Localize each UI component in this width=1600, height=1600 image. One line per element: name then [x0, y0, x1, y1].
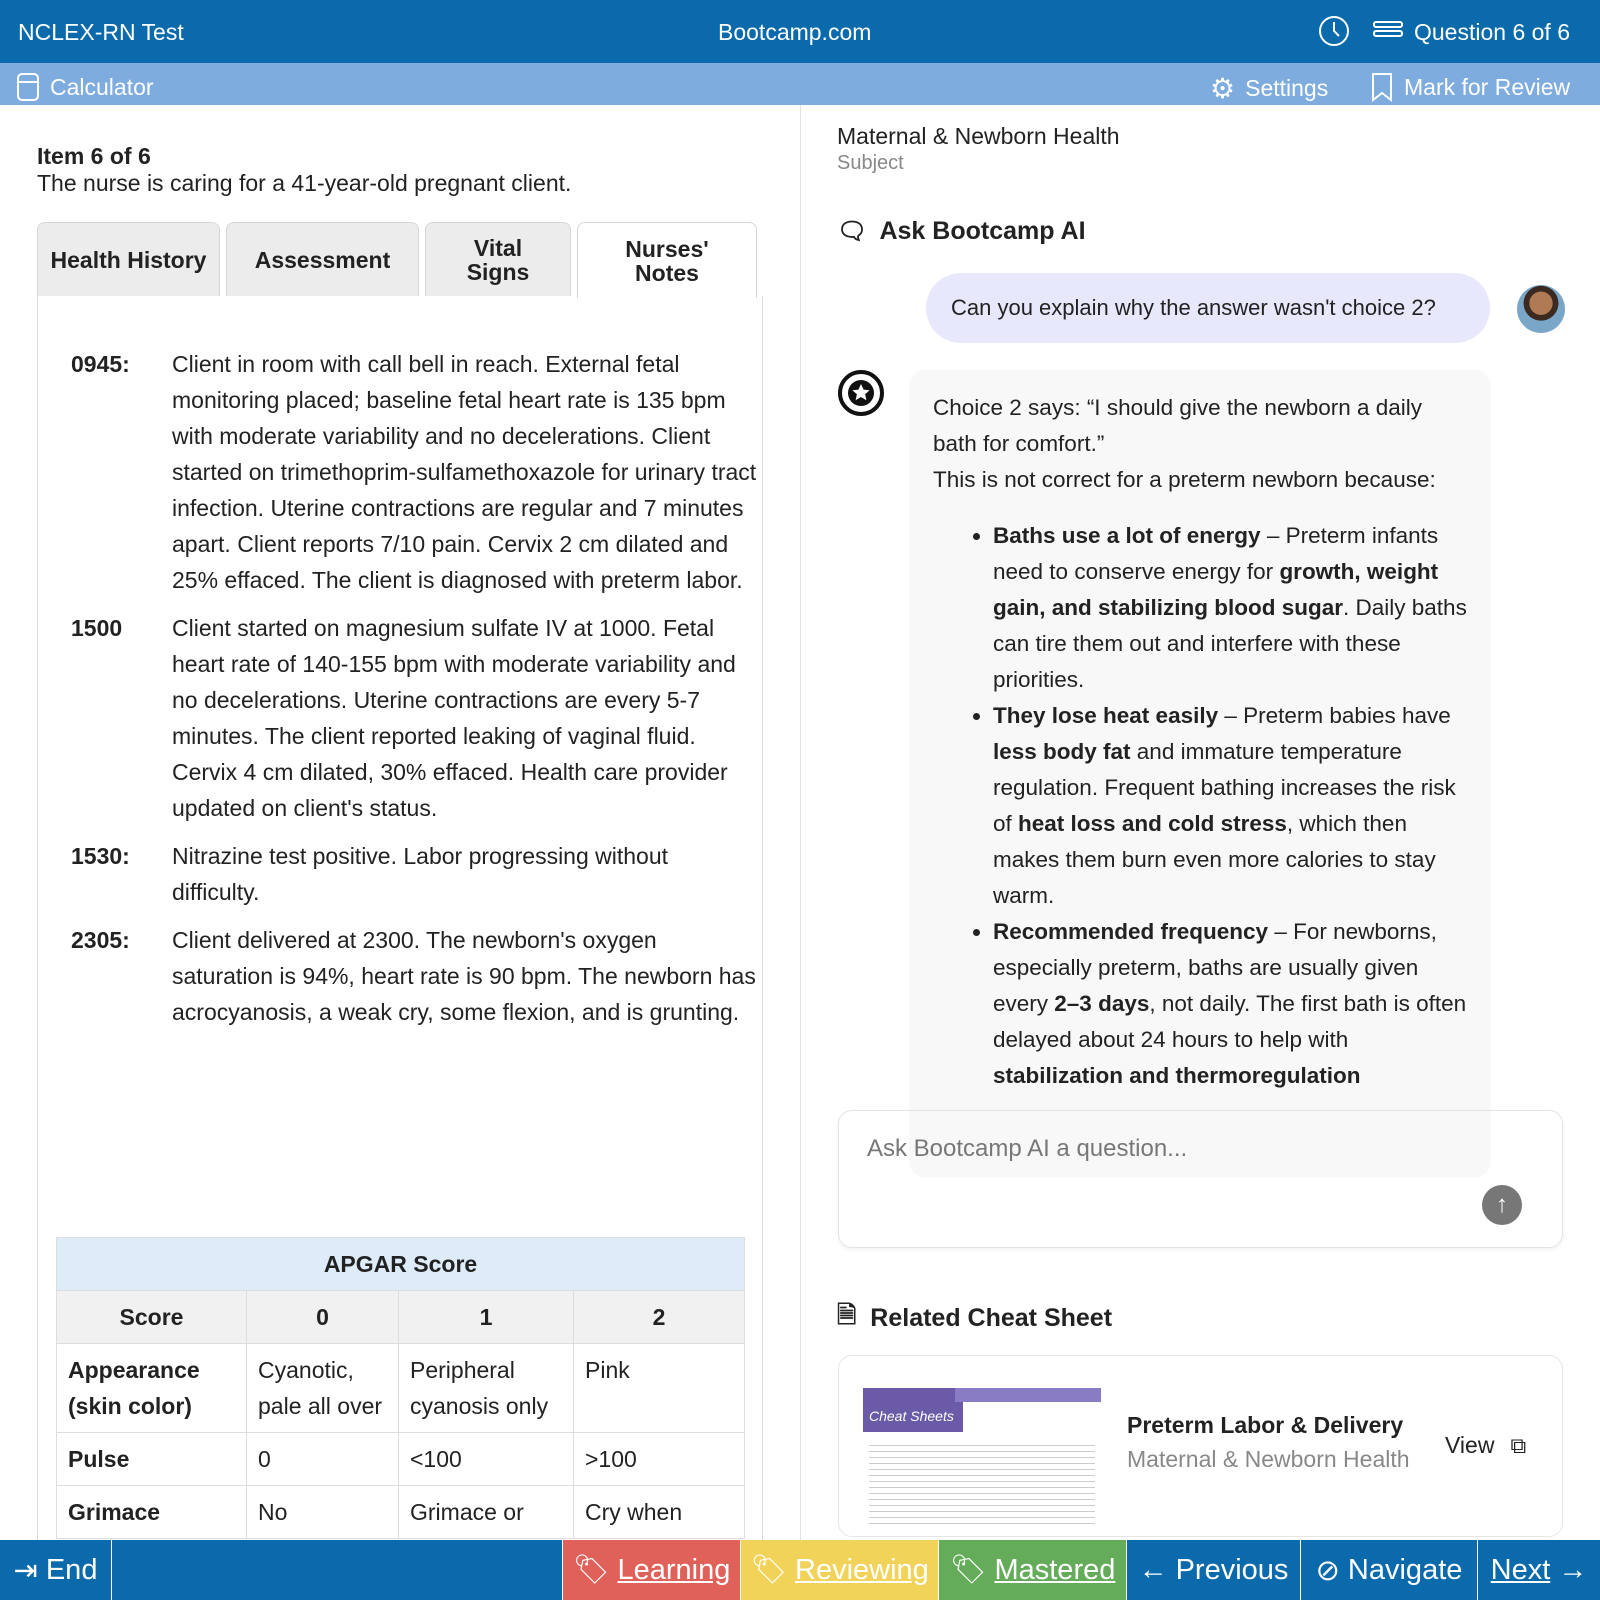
cell: No	[247, 1486, 399, 1539]
mark-for-review-button[interactable]	[1370, 72, 1570, 102]
tag-icon: 🏷	[949, 1554, 987, 1586]
document-icon: 🗎	[837, 1302, 857, 1329]
ai-bullet: • Baths use a lot of energy – Preterm infants need to conserve energy for growth, weight gain, and stabilizing blood sugar. Daily baths can tire them out and interfere with these priorities.	[993, 518, 1467, 698]
end-button[interactable]: ⇥ End	[0, 1540, 112, 1600]
question-list-icon[interactable]	[1372, 18, 1404, 50]
exit-icon: ⇥	[13, 1554, 38, 1587]
cell: 0	[247, 1433, 399, 1486]
item-header	[37, 143, 571, 197]
note-text: Client started on magnesium sulfate IV at 1000. Fetal heart rate of 140-155 bpm with moderate variability and no decelerations. Uterine contractions are every 5-7 minutes. The client reported leaking of vaginal fluid. Cervix 4 cm dilated, 30% effaced. Health care provider updated on client's status.	[172, 615, 736, 821]
tab-panel	[37, 296, 763, 1540]
subject-label: Subject	[837, 152, 904, 174]
ai-bullet: • Recommended frequency – For newborns, especially preterm, baths are usually given every 2–3 days, not daily. The first bath is often delayed about 24 hours to help with stabilization and thermoregulation	[993, 914, 1467, 1094]
item-stem: The nurse is caring for a 41-year-old pregnant client.	[37, 170, 572, 196]
row-label: Appearance (skin color)	[57, 1344, 247, 1433]
table-row	[57, 1433, 745, 1486]
tab-health-history[interactable]: Health History	[37, 222, 220, 296]
bookmark-icon	[1370, 72, 1394, 102]
calculator-button[interactable]	[16, 72, 154, 102]
note-entry	[71, 922, 757, 1030]
tab-nurses-notes[interactable]: Nurses' Notes	[577, 222, 757, 298]
nurses-notes	[71, 346, 757, 1042]
note-entry	[71, 838, 757, 910]
ai-message	[909, 370, 1491, 1177]
arrow-right-icon: →	[1558, 1553, 1588, 1586]
row-label: Grimace	[57, 1486, 247, 1539]
navigate-button[interactable]: ⊘ Navigate	[1301, 1540, 1478, 1600]
mastered-button[interactable]: 🏷 Mastered	[939, 1540, 1127, 1600]
column-header: Score	[57, 1291, 247, 1344]
ai-pane	[801, 105, 1600, 1540]
note-entry	[71, 610, 757, 826]
mark-label: Mark for Review	[1404, 73, 1571, 100]
table-row	[57, 1486, 745, 1539]
compass-icon: ⊘	[1315, 1554, 1340, 1587]
previous-button[interactable]: ← Previous	[1127, 1540, 1301, 1600]
subject	[837, 123, 1120, 175]
table-row	[57, 1344, 745, 1433]
ai-bullets	[933, 518, 1467, 1094]
toolbar	[0, 63, 1600, 105]
cell: >100	[574, 1433, 745, 1486]
arrow-left-icon: ←	[1138, 1553, 1168, 1586]
top-bar	[0, 0, 1600, 63]
send-button[interactable]	[1482, 1185, 1522, 1225]
view-button[interactable]: View ⧉	[1445, 1432, 1527, 1458]
note-text: Nitrazine test positive. Labor progressing without difficulty.	[172, 843, 669, 905]
arrow-up-icon: ↑	[1496, 1191, 1508, 1218]
settings-label: Settings	[1245, 75, 1329, 101]
chat-icon: 🗨	[837, 218, 868, 245]
cell: Cyanotic, pale all over	[247, 1344, 399, 1433]
note-entry	[71, 346, 757, 598]
input-placeholder: Ask Bootcamp AI a question...	[867, 1135, 1188, 1162]
note-time: 1530:	[71, 843, 130, 869]
cell: Peripheral cyanosis only	[399, 1344, 574, 1433]
cheat-sheet-card[interactable]	[838, 1355, 1563, 1537]
note-time: 2305:	[71, 927, 130, 953]
ai-paragraph: Choice 2 says: “I should give the newborn a daily bath for comfort.”	[933, 395, 1423, 456]
cell: Cry when	[574, 1486, 745, 1539]
column-header: 0	[247, 1291, 399, 1344]
learning-button[interactable]: 🏷 Learning	[563, 1540, 741, 1600]
tag-icon: 🏷	[750, 1554, 788, 1586]
table-caption: APGAR Score	[57, 1238, 745, 1291]
bootcamp-ai-icon	[837, 369, 885, 417]
gear-icon: ⚙	[1210, 73, 1236, 104]
reviewing-button[interactable]: 🏷 Reviewing	[741, 1540, 939, 1600]
apgar-table	[56, 1237, 745, 1539]
ask-ai-title: Ask Bootcamp AI	[879, 217, 1086, 245]
cell: <100	[399, 1433, 574, 1486]
next-button[interactable]: Next →	[1490, 1553, 1588, 1586]
note-text: Client in room with call bell in reach. External fetal monitoring placed; baseline fetal heart rate is 135 bpm with moderate variability and no decelerations. Client started on trimethoprim-sulfamethoxazole for urinary tract infection. Uterine contractions are regular and 7 minutes apart. Client reports 7/10 pain. Cervix 2 cm dilated and 25% effaced. The client is diagnosed with preterm labor.	[172, 351, 757, 593]
exam-title: NCLEX-RN Test	[18, 19, 184, 45]
cheat-sheet-header	[837, 1298, 1112, 1339]
case-pane	[0, 105, 800, 1540]
bottom-bar	[0, 1540, 1600, 1600]
column-header: 1	[399, 1291, 574, 1344]
tab-vital-signs[interactable]: Vital Signs	[425, 222, 571, 296]
avatar	[1517, 285, 1565, 333]
subject-name: Maternal & Newborn Health	[837, 123, 1120, 149]
tab-assessment[interactable]: Assessment	[226, 222, 419, 296]
cheat-sheet-thumbnail: Cheat Sheets	[863, 1388, 1101, 1526]
cell: Pink	[574, 1344, 745, 1433]
settings-button[interactable]	[1210, 72, 1328, 105]
ask-ai-header	[837, 217, 1086, 246]
user-message: Can you explain why the answer wasn't choice 2?	[926, 273, 1490, 343]
external-link-icon: ⧉	[1510, 1432, 1527, 1458]
tab-bar	[37, 222, 757, 298]
calculator-icon	[16, 72, 40, 102]
cheat-sheet-title: Related Cheat Sheet	[870, 1304, 1113, 1332]
row-label: Pulse	[57, 1433, 247, 1486]
question-counter: Question 6 of 6	[1414, 19, 1570, 45]
site-name: Bootcamp.com	[718, 19, 872, 45]
note-time: 1500	[71, 615, 123, 641]
cheat-sheet-subject: Maternal & Newborn Health	[1127, 1446, 1410, 1472]
cheat-sheet-title: Preterm Labor & Delivery	[1127, 1412, 1404, 1438]
note-time: 0945:	[71, 351, 130, 377]
ai-bullet: • They lose heat easily – Preterm babies have less body fat and immature temperature regulation. Frequent bathing increases the risk of heat loss and cold stress, which then makes them burn even more calories to stay warm.	[993, 698, 1467, 914]
column-header: 2	[574, 1291, 745, 1344]
clock-icon[interactable]	[1318, 15, 1350, 53]
ai-paragraph: This is not correct for a preterm newborn because:	[933, 467, 1436, 492]
tag-icon: 🏷	[572, 1554, 610, 1586]
calculator-label: Calculator	[50, 73, 154, 100]
note-text: Client delivered at 2300. The newborn's oxygen saturation is 94%, heart rate is 90 bpm. The newborn has acrocyanosis, a weak cry, some flexion, and is grunting.	[172, 927, 756, 1025]
cell: Grimace or	[399, 1486, 574, 1539]
item-label: Item 6 of 6	[37, 143, 151, 169]
ask-ai-input[interactable]	[838, 1110, 1563, 1248]
